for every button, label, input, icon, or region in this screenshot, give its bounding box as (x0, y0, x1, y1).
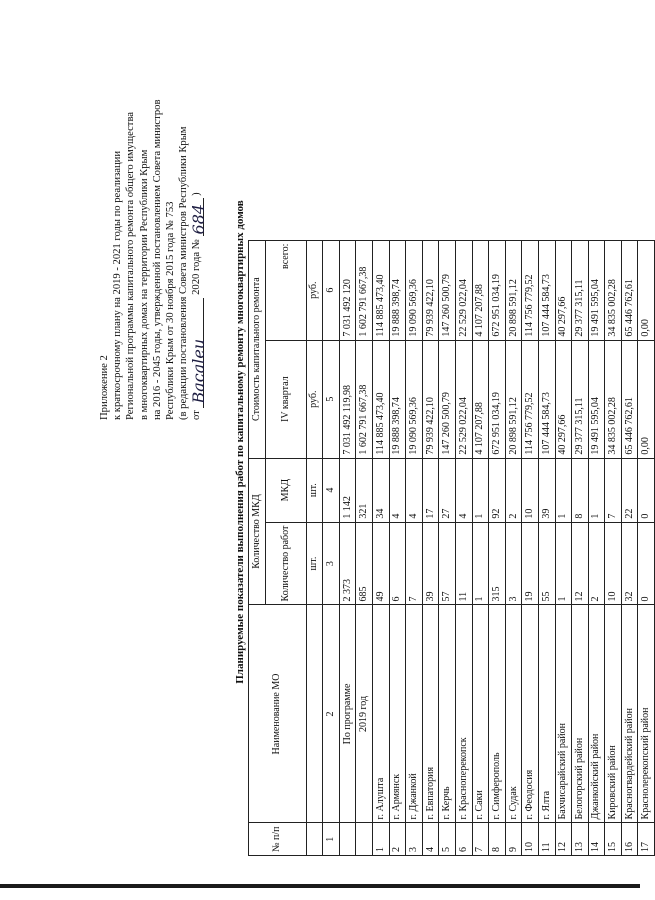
row-num: 7 (472, 823, 489, 856)
row-q4: 79 939 422,10 (422, 340, 439, 458)
row-name: г. Керчь (439, 605, 456, 823)
colnum-1: 1 (323, 823, 340, 856)
row-num: 11 (538, 823, 555, 856)
row-name: Бахчисарайский район (555, 605, 572, 823)
handwritten-number: 684 (189, 203, 209, 235)
row-name: г. Феодосия (522, 605, 539, 823)
row-qty: 49 (372, 522, 389, 605)
table-row (621, 240, 638, 855)
row-mkd: 39 (538, 458, 555, 522)
row-q4: 20 898 591,12 (505, 340, 522, 458)
program-mkd: 1 142 (339, 458, 356, 522)
row-mkd: 2 (505, 458, 522, 522)
program-label: По программе (339, 605, 356, 823)
row-q4: 147 260 500,79 (439, 340, 456, 458)
row-total: 114 756 779,52 (522, 240, 539, 340)
row-q4: 29 377 315,11 (572, 340, 589, 458)
row-num: 1 (372, 823, 389, 856)
date-suffix: ) (191, 192, 203, 196)
row-qty: 0 (638, 522, 655, 605)
row-q4: 19 888 398,74 (389, 340, 406, 458)
header-q4: IV квартал (265, 340, 306, 458)
annex-line: (в редакции постановления Совета министров Республики Крым (178, 126, 190, 420)
table-row (522, 240, 539, 855)
row-name: г. Армянск (389, 605, 406, 823)
row-mkd: 92 (489, 458, 506, 522)
table-row (605, 240, 622, 855)
row-total: 0,00 (638, 240, 655, 340)
row-mkd: 10 (522, 458, 539, 522)
row-qty: 10 (605, 522, 622, 605)
row-total: 34 835 002,28 (605, 240, 622, 340)
row-qty: 2 (588, 522, 605, 605)
row-num: 13 (572, 823, 589, 856)
row-num: 14 (588, 823, 605, 856)
row-num: 2 (389, 823, 406, 856)
year-q4: 1 602 791 667,38 (356, 340, 373, 458)
table-row (372, 240, 389, 855)
program-qty: 2 373 (339, 522, 356, 605)
row-name: Краснолерекопский район (638, 605, 655, 823)
municipality-rows (372, 240, 654, 855)
row-q4: 19 090 569,36 (406, 340, 423, 458)
row-mkd: 27 (439, 458, 456, 522)
row-q4: 107 444 584,73 (538, 340, 555, 458)
row-total: 19 888 398,74 (389, 240, 406, 340)
row-name: г. Алушта (372, 605, 389, 823)
header-count-group: Количество МКД (249, 458, 266, 605)
table-row (638, 240, 655, 855)
row-total: 107 444 584,73 (538, 240, 555, 340)
row-mkd: 34 (372, 458, 389, 522)
row-mkd: 1 (588, 458, 605, 522)
unit-mkd: шт. (306, 458, 323, 522)
row-total: 20 898 591,12 (505, 240, 522, 340)
table-row (538, 240, 555, 855)
row-name: г. Судак (505, 605, 522, 823)
row-mkd: 1 (555, 458, 572, 522)
rotated-document (12, 10, 652, 878)
header-num: № п/п (249, 823, 307, 856)
unit-qty: шт. (306, 522, 323, 605)
row-num: 17 (638, 823, 655, 856)
year-mkd: 321 (356, 458, 373, 522)
units-num-cell (306, 823, 323, 856)
row-q4: 114 756 779,52 (522, 340, 539, 458)
row-num: 3 (406, 823, 423, 856)
row-num: 4 (422, 823, 439, 856)
colnum-4: 4 (323, 458, 340, 522)
table-row (472, 240, 489, 855)
annex-line: Республики Крым от 30 ноября 2015 года № 753 (165, 201, 177, 420)
row-total: 19 090 569,36 (406, 240, 423, 340)
year-num (356, 823, 373, 856)
row-name: Белогорский район (572, 605, 589, 823)
row-mkd: 17 (422, 458, 439, 522)
row-q4: 40 297,66 (555, 340, 572, 458)
row-qty: 57 (439, 522, 456, 605)
row-q4: 34 835 002,28 (605, 340, 622, 458)
row-mkd: 4 (389, 458, 406, 522)
row-q4: 19 491 595,04 (588, 340, 605, 458)
row-qty: 3 (505, 522, 522, 605)
row-num: 15 (605, 823, 622, 856)
date-middle: 2020 года № (191, 239, 203, 295)
row-num: 16 (621, 823, 638, 856)
table-row (455, 240, 472, 855)
table-row (406, 240, 423, 855)
colnum-3: 3 (323, 522, 340, 605)
row-total: 65 446 762,61 (621, 240, 638, 340)
row-total: 114 885 473,40 (372, 240, 389, 340)
table-row (555, 240, 572, 855)
table-row (505, 240, 522, 855)
row-total: 22 529 022,04 (455, 240, 472, 340)
colnum-5: 5 (323, 340, 340, 458)
unit-q4: руб. (306, 340, 323, 458)
program-q4: 7 031 492 119,98 (339, 340, 356, 458)
row-num: 10 (522, 823, 539, 856)
row-total: 672 951 034,19 (489, 240, 506, 340)
row-q4: 0,00 (638, 340, 655, 458)
row-qty: 1 (555, 522, 572, 605)
row-qty: 7 (406, 522, 423, 605)
annex-line: к краткосрочному плану на 2019 - 2021 годы по реализации (112, 151, 124, 420)
scan-bottom-margin (0, 888, 640, 900)
row-total: 19 491 595,04 (588, 240, 605, 340)
row-num: 6 (455, 823, 472, 856)
row-name: Красногвардейский район (621, 605, 638, 823)
row-mkd: 0 (638, 458, 655, 522)
row-num: 5 (439, 823, 456, 856)
row-name: г. Джанкой (406, 605, 423, 823)
table-row (489, 240, 506, 855)
handwritten-date: Bacaleu (189, 338, 209, 404)
table-row (572, 240, 589, 855)
table-row (389, 240, 406, 855)
row-name: Кировский район (605, 605, 622, 823)
row-num: 9 (505, 823, 522, 856)
row-qty: 12 (572, 522, 589, 605)
row-qty: 55 (538, 522, 555, 605)
row-qty: 315 (489, 522, 506, 605)
program-num (339, 823, 356, 856)
year-label: 2019 год (356, 605, 373, 823)
annex-line: Приложение 2 (99, 355, 110, 420)
header-name: Наименование МО (249, 605, 307, 823)
row-name: г. Саки (472, 605, 489, 823)
annex-line: Региональной программы капитального ремонта общего имущества (125, 111, 137, 420)
row-total: 79 939 422,10 (422, 240, 439, 340)
capital-repair-table (248, 240, 655, 856)
row-q4: 22 529 022,04 (455, 340, 472, 458)
annex-line: на 2016 - 2045 годы, утвержденной постановлением Совета министров (151, 99, 163, 420)
row-mkd: 4 (406, 458, 423, 522)
row-qty: 19 (522, 522, 539, 605)
annex-line: в многоквартирных домах на территории Республики Крым (138, 149, 150, 420)
row-qty: 11 (455, 522, 472, 605)
table-title: Планируемые показатели выполнения работ по капитальному ремонту многоквартирных домов (234, 200, 246, 684)
number-signature-field (189, 198, 209, 236)
row-name: г. Симферополь (489, 605, 506, 823)
table-row (439, 240, 456, 855)
row-qty: 1 (472, 522, 489, 605)
row-mkd: 8 (572, 458, 589, 522)
row-total: 29 377 315,11 (572, 240, 589, 340)
row-q4: 672 951 034,19 (489, 340, 506, 458)
table-row (422, 240, 439, 855)
row-q4: 65 446 762,61 (621, 340, 638, 458)
row-name: Джанкойский район (588, 605, 605, 823)
units-name-cell (306, 605, 323, 823)
header-total: всего: (265, 240, 306, 340)
table-row (588, 240, 605, 855)
header-mkd: МКД (265, 458, 306, 522)
row-total: 147 260 500,79 (439, 240, 456, 340)
row-mkd: 4 (455, 458, 472, 522)
row-qty: 39 (422, 522, 439, 605)
unit-total: руб. (306, 240, 323, 340)
annex-header (98, 12, 209, 420)
row-qty: 32 (621, 522, 638, 605)
program-total: 7 031 492 120 (339, 240, 356, 340)
row-name: г. Ялта (538, 605, 555, 823)
header-qty: Количество работ (265, 522, 306, 605)
date-signature-field (189, 298, 209, 408)
row-mkd: 7 (605, 458, 622, 522)
colnum-2: 2 (323, 605, 340, 823)
header-cost-group: Стоимость капитального ремонта (249, 240, 266, 458)
row-q4: 4 107 207,88 (472, 340, 489, 458)
row-name: г. Евпатория (422, 605, 439, 823)
row-q4: 114 885 473,40 (372, 340, 389, 458)
year-qty: 685 (356, 522, 373, 605)
colnum-6: 6 (323, 240, 340, 340)
row-name: г. Красноперекопск (455, 605, 472, 823)
row-qty: 6 (389, 522, 406, 605)
date-prefix: от (191, 410, 203, 420)
row-num: 8 (489, 823, 506, 856)
annex-date-line (189, 12, 209, 420)
row-mkd: 22 (621, 458, 638, 522)
year-total: 1 602 791 667,38 (356, 240, 373, 340)
row-mkd: 1 (472, 458, 489, 522)
row-num: 12 (555, 823, 572, 856)
row-total: 4 107 207,88 (472, 240, 489, 340)
row-total: 40 297,66 (555, 240, 572, 340)
